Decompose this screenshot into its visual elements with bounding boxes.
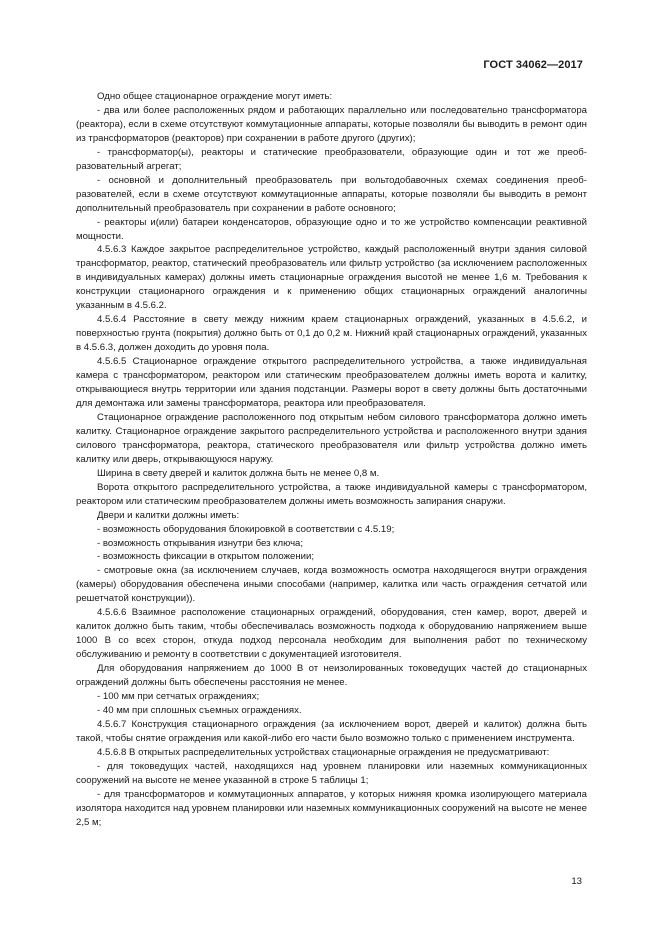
paragraph: - трансформатор(ы), реакторы и статические преобразователи, образующие один и тот же преобразовательный агрегат;	[76, 146, 587, 172]
paragraph: - смотровые окна (за исключением случаев, когда возможность осмотра находящегося внутри ограждения (камеры) оборудования обеспечена иными способами (например, калитка или часть ограждения сетчатой или решетчатой конструкции)).	[76, 565, 587, 605]
paragraph: Одно общее стационарное ограждение могут иметь:	[97, 91, 333, 102]
paragraph: Ширина в свету дверей и калиток должна быть не менее 0,8 м.	[97, 467, 380, 479]
paragraph: Для оборудования напряжением до 1000 В от неизолированных токоведущих частей до стационарных ограждений должны быть обеспечены расстояния не менее.	[76, 663, 587, 689]
paragraph: - для трансформаторов и коммутационных аппаратов, у которых нижняя кромка изолирующего материала изолятора находится над уровнем планировки или наземных коммуникационных сооружений на высоте не менее 2,5 м;	[76, 788, 587, 828]
paragraph: 4.5.6.5 Стационарное ограждение открытого распределительного устройства, а также индивидуальная камера с трансформатором, реактором или статическим преобразователем должны иметь ворота и калитку, открывающиеся внутрь территории или здания подстанции. Размеры ворот в свету должны быть достаточными для демонтажа или замены трансформатора, реактора или преобразователя.	[76, 356, 587, 409]
paragraph: - 100 мм при сетчатых ограждениях;	[97, 690, 260, 702]
paragraph: - возможность открывания изнутри без ключа;	[97, 537, 304, 549]
page-number: 13	[571, 876, 582, 887]
paragraph: Двери и калитки должны иметь:	[97, 509, 240, 521]
paragraph: Ворота открытого распределительного устройства, а также индивидуальной камеры с трансформатором, реактором или статическим преобразователем должны иметь возможность запирания снаружи.	[76, 481, 587, 507]
paragraph: - основной и дополнительный преобразователь при вольтодобавочных схемах соединения преобразователей, если в схеме отсутствуют коммутационные аппараты, которые позволяли бы выводить в ремонт дополнительный преобразователь при сохранении в работе основного;	[76, 174, 587, 214]
paragraph: Стационарное ограждение расположенного под открытым небом силового трансформатора должно иметь калитку. Стационарное ограждение закрытого распределительного устройства и расположенного внутри здания силового трансформатора, реактора, статического преобразователя или фильтр устройства должно иметь калитку или дверь, открывающуюся наружу.	[76, 411, 587, 465]
paragraph: - 40 мм при сплошных съемных ограждениях.	[97, 704, 302, 716]
document-body	[76, 90, 587, 830]
standard-header: ГОСТ 34062—2017	[483, 59, 583, 71]
paragraph: - для токоведущих частей, находящихся над уровнем планировки или наземных коммуникационных сооружений на высоте не менее указанной в строке 5 таблицы 1;	[76, 760, 587, 786]
paragraph: 4.5.6.7 Конструкция стационарного ограждения (за исключением ворот, дверей и калиток) должна быть такой, чтобы снятие ограждения или какой-либо его части было возможно только с применением инструмента.	[76, 718, 587, 744]
paragraph: - реакторы и(или) батареи конденсаторов, образующие одно и то же устройство компенсации реактивной мощности.	[76, 216, 587, 242]
paragraph: - два или более расположенных рядом и работающих параллельно или последовательно трансформатора (реактора), если в схеме отсутствуют коммутационные аппараты, которые позволяли бы выводить в ремонт один из трансформаторов (реакторов) при сохранении в работе другого (других);	[76, 104, 587, 144]
paragraph: - возможность фиксации в открытом положении;	[97, 551, 315, 563]
paragraph: 4.5.6.6 Взаимное расположение стационарных ограждений, оборудования, стен камер, ворот, дверей и калиток должно быть таким, чтобы обеспечивалась возможность подхода к оборудованию напряжением выше 1000 В со всех сторон, откуда подход персонала необходим для выполнения работ по техническому обслуживанию и ремонту в соответствии с документацией изготовителя.	[76, 607, 587, 661]
paragraph: 4.5.6.3 Каждое закрытое распределительное устройство, каждый расположенный внутри здания силовой трансформатор, реактор, статический преобразователь или фильтр устройство (за исключением расположенных в индивидуальных камерах) должны иметь стационарные ограждения высотой не менее 1,6 м. Требования к конструкции стационарного ограждения и к применению общих стационарных ограждений аналогичны указанным в 4.5.6.2.	[76, 244, 587, 312]
paragraph: 4.5.6.8 В открытых распределительных устройствах стационарные ограждения не предусматривают:	[97, 746, 550, 758]
paragraph: - возможность оборудования блокировкой в соответствии с 4.5.19;	[97, 523, 395, 535]
paragraph: 4.5.6.4 Расстояние в свету между нижним краем стационарных ограждений, указанных в 4.5.6.2, и поверхностью грунта (покрытия) должно быть от 0,1 до 0,2 м. Нижний край стационарных ограждений, указанных в 4.5.6.3, должен доходить до уровня пола.	[76, 314, 587, 354]
